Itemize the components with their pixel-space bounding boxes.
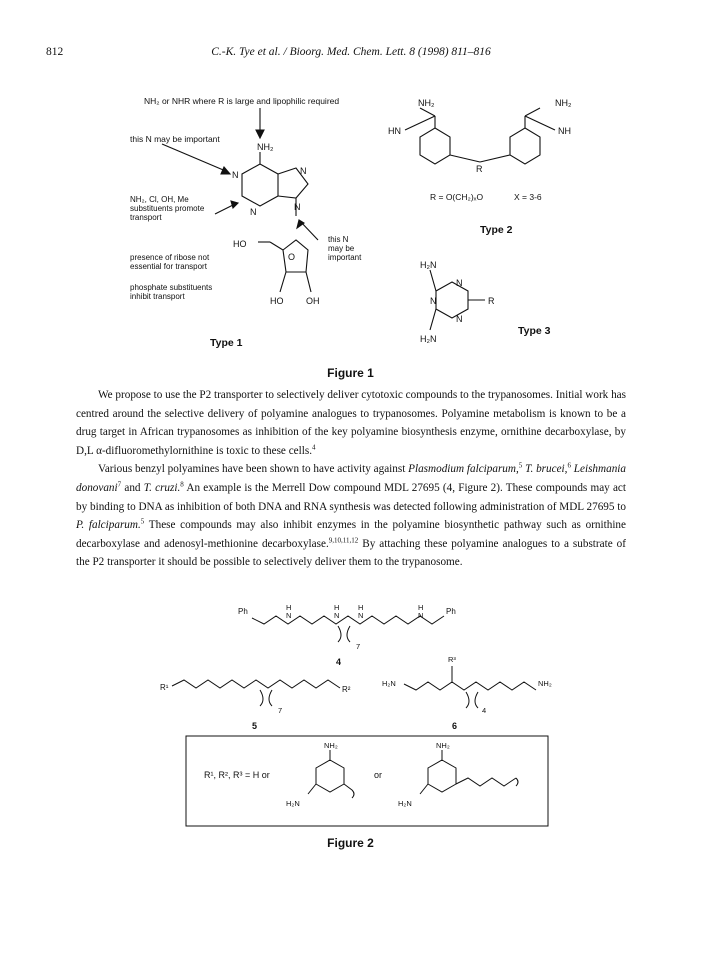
- figure2-caption: Figure 2: [327, 836, 374, 850]
- type1-note-subst-1: NH₂, Cl, OH, Me: [130, 195, 189, 204]
- p2-text-b: An example is the Merrell Dow compound MDL 27695 (4, Figure 2). These compounds may act by binding to DNA as inhibition of both DNA and RNA synthesis was detected following administration of MDL 27695 to: [76, 481, 626, 513]
- c5-r2: R²: [342, 685, 351, 694]
- c6-nh2: NH₂: [538, 679, 552, 688]
- c5-subscript-7: 7: [278, 706, 283, 715]
- compound5-chain: [172, 680, 340, 706]
- type2-atom-nh: NH: [558, 126, 571, 136]
- c4-ph-left: Ph: [238, 607, 248, 616]
- c4-ph-right: Ph: [446, 607, 456, 616]
- type1-atom-oh: OH: [306, 296, 320, 306]
- figure1-drawing: [100, 92, 600, 362]
- body-text: [76, 386, 626, 572]
- type2-atom-nh2-right: NH₂: [555, 98, 572, 108]
- type1-note-ribose-1: presence of ribose not: [130, 253, 210, 262]
- ref-9-12: 9,10,11,12: [328, 536, 359, 545]
- box-text: R¹, R², R³ = H or: [204, 770, 270, 780]
- type1-atom-n2: N: [300, 166, 307, 176]
- page-header: [46, 46, 656, 60]
- compound-5-label: 5: [252, 721, 258, 731]
- type1-atom-n3: N: [250, 207, 257, 217]
- type2-label: Type 2: [480, 224, 513, 236]
- type1-atom-n4: N: [294, 202, 301, 212]
- c6-h2n: H₂N: [382, 679, 396, 688]
- type2-atom-hn: HN: [388, 126, 401, 136]
- p2-species-pf2: P. falciparum.: [76, 519, 141, 532]
- type3-atom-h2n-bottom: H₂N: [420, 334, 437, 344]
- c4-h1: H: [286, 603, 292, 612]
- type1-label: Type 1: [210, 337, 243, 349]
- c4-n3: N: [358, 611, 364, 620]
- page-number: 812: [46, 46, 64, 58]
- p2-text-d: By attaching these polyamine analogues to a substrate of the P2 transporter it should be possible to selectively deliver them to the trypanosome.: [76, 537, 626, 569]
- p2-text-a: Various benzyl polyamines have been shown to have activity against: [98, 463, 409, 476]
- ref-4: 4: [312, 443, 316, 452]
- type1-note-subst-2: substituents promote: [130, 204, 205, 213]
- ref-5: 5: [518, 461, 523, 470]
- c4-n2: N: [334, 611, 340, 620]
- type1-atom-ho: HO: [233, 239, 247, 249]
- triazine-1: [308, 750, 354, 798]
- p2-text-c: These compounds may also inhibit enzymes in the polyamine biosynthetic pathway such as ornithine decarboxylase and adenosyl-methionine decarboxylase.: [76, 519, 626, 550]
- c4-n4: N: [418, 611, 424, 620]
- type1-note-n2-1: this N: [328, 235, 349, 244]
- type1-note-top: NH₂ or NHR where R is large and lipophilic required: [144, 96, 340, 106]
- c4-subscript-7: 7: [356, 642, 361, 651]
- type3-label: Type 3: [518, 325, 551, 337]
- type2-atom-nh2-left: NH₂: [418, 98, 435, 108]
- paragraph-2: [76, 460, 626, 572]
- compound-6-label: 6: [452, 721, 458, 731]
- type1-note-n2-2: may be: [328, 244, 355, 253]
- type2-atom-r: R: [476, 164, 483, 174]
- c4-h4: H: [418, 603, 424, 612]
- type1-atom-nh2: NH₂: [257, 142, 274, 152]
- c5-r1: R¹: [160, 683, 169, 692]
- ref-6: 6: [567, 461, 571, 470]
- type3-atom-n2: N: [430, 296, 437, 306]
- c6-subscript-4: 4: [482, 706, 487, 715]
- type1-atom-o: O: [288, 252, 296, 262]
- type1-note-phos-1: phosphate substituents: [130, 283, 213, 292]
- type2-structure: [405, 108, 555, 164]
- triazine1-h2n: H₂N: [286, 799, 300, 808]
- type3-atom-n3: N: [456, 314, 463, 324]
- c4-n1: N: [286, 611, 292, 620]
- type1-note-subst-3: transport: [130, 213, 162, 222]
- type1-atom-ho2: HO: [270, 296, 284, 306]
- paragraph-1: [76, 386, 626, 460]
- triazine-2: [420, 750, 518, 794]
- type1-note-ribose-2: essential for transport: [130, 262, 207, 271]
- compound4-chain: [252, 616, 444, 642]
- substituent-box: [186, 736, 548, 826]
- triazine2-h2n: H₂N: [398, 799, 412, 808]
- type1-note-n2-3: important: [328, 253, 362, 262]
- p2-species-tc: T. cruzi.: [143, 481, 181, 494]
- type1-atom-n1: N: [232, 170, 239, 180]
- c6-r3: R³: [448, 655, 456, 664]
- type3-atom-r: R: [488, 296, 495, 306]
- compound-4-label: 4: [336, 657, 342, 667]
- figure1-caption: Figure 1: [327, 366, 374, 380]
- p2-species-tb: T. brucei,: [522, 463, 568, 476]
- p2-species-ld: Leishmania donovani: [76, 463, 626, 494]
- box-or: or: [374, 770, 383, 780]
- type2-r-def: R = O(CH₂)ₓO: [430, 192, 484, 202]
- triazine2-nh2: NH₂: [436, 741, 450, 750]
- triazine1-nh2: NH₂: [324, 741, 338, 750]
- c4-h2: H: [334, 603, 340, 612]
- type1-note-n: this N may be important: [130, 134, 220, 144]
- type3-atom-n1: N: [456, 278, 463, 288]
- c4-h3: H: [358, 603, 364, 612]
- ref-5b: 5: [140, 517, 145, 526]
- p1-text: We propose to use the P2 transporter to selectively deliver cytotoxic compounds to the trypanosomes. Initial work has centred around the selective delivery of polyamine analogues to trypanosomes. Polyamine metabolism is known to be a drug target in African trypanosomes as inhibition of the key polyamine biosynthesis enzyme, ornithine decarboxylase, by D,L α-difluoromethylornithine is toxic to these cells.: [76, 389, 626, 457]
- type2-x-def: X = 3-6: [514, 192, 542, 202]
- p2-species-pf: Plasmodium falciparum,: [408, 463, 519, 476]
- type3-atom-h2n-top: H₂N: [420, 260, 437, 270]
- p2-and: and: [121, 481, 144, 494]
- ref-7: 7: [117, 480, 122, 489]
- type1-note-phos-2: inhibit transport: [130, 292, 185, 301]
- ref-8: 8: [180, 480, 184, 489]
- compound6-chain: [404, 666, 536, 708]
- running-citation: C.-K. Tye et al. / Bioorg. Med. Chem. Lett. 8 (1998) 811–816: [211, 46, 491, 58]
